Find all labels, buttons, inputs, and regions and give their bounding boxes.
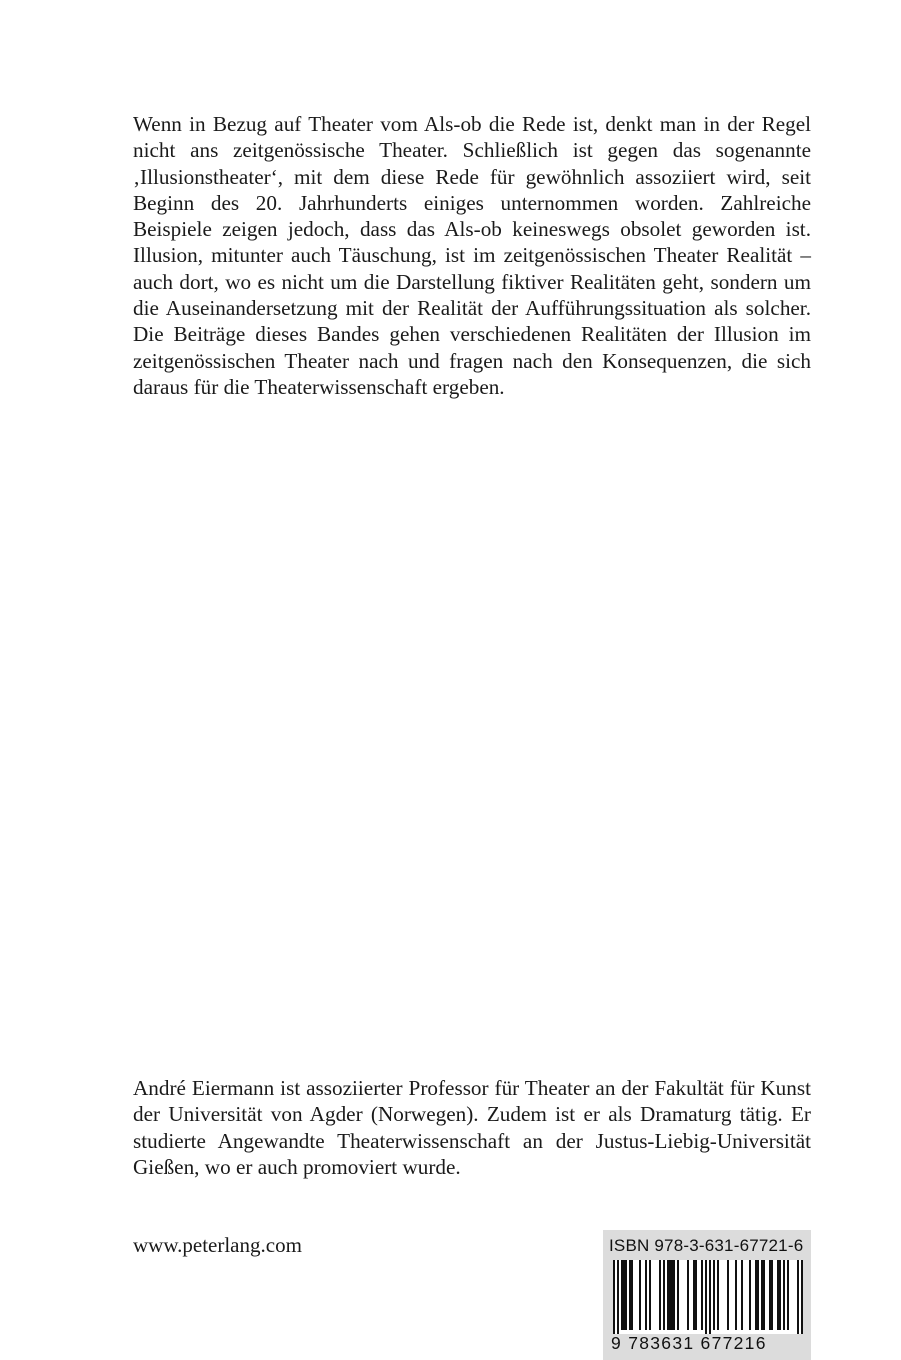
barcode-bar [801,1260,803,1334]
barcode-bar [623,1260,625,1330]
barcode-bar [727,1260,729,1330]
barcode-bar [613,1260,615,1334]
barcode-bar [705,1260,707,1334]
barcode-bar [621,1260,623,1330]
barcode-bar [639,1260,641,1330]
barcode-bar [713,1260,715,1330]
barcode-bar [649,1260,651,1330]
barcode-bar [629,1260,631,1330]
barcode-bar [617,1260,619,1334]
barcode-bar [693,1260,695,1330]
barcode-bar [797,1260,799,1334]
barcode-bar [761,1260,763,1330]
barcode-graphic [613,1260,803,1334]
barcode-digits: 9 783631 677216 [611,1333,767,1353]
barcode-bar [709,1260,711,1334]
barcode-bar [625,1260,627,1330]
barcode-bar [673,1260,675,1330]
barcode-bar [787,1260,789,1330]
barcode-bar [645,1260,647,1330]
barcode-bar [757,1260,759,1330]
barcode-bar [779,1260,781,1330]
barcode-bar [631,1260,633,1330]
isbn-label: ISBN 978-3-631-67721-6 [609,1236,804,1255]
author-biography: André Eiermann ist assoziierter Professor für Theater an der Fakultät für Kunst der Universität von Agder (Norwegen). Zudem ist er als Dramaturg tätig. Er studierte Angewandte Theaterwissenschaft an der Justus-Liebig-Universität Gießen, wo er auch promoviert wurde. [133,1076,811,1179]
barcode-bar [749,1260,751,1330]
barcode-bar [663,1260,665,1330]
barcode-bar [701,1260,703,1330]
barcode-bar [687,1260,689,1330]
barcode [613,1260,803,1334]
barcode-bar [735,1260,737,1330]
barcode-bar [755,1260,757,1330]
isbn-barcode-panel [603,1230,811,1360]
barcode-bar [659,1260,661,1330]
publisher-website: www.peterlang.com [133,1233,302,1257]
barcode-bar [677,1260,679,1330]
barcode-bar [769,1260,771,1330]
barcode-bar [669,1260,671,1330]
barcode-bar [667,1260,669,1330]
book-description: Wenn in Bezug auf Theater vom Als-ob die Rede ist, denkt man in der Regel nicht ans zeitgenössische Theater. Schließlich ist gegen das sogenannte ‚Illusionstheater‘, mit dem diese Rede für gewöhnlich assoziiert wird, seit Beginn des 20. Jahrhunderts einiges unternommen worden. Zahlreiche Beispiele zeigen jedoch, dass das Als-ob keineswegs obsolet geworden ist. Illusion, mitunter auch Täuschung, ist im zeitgenössischen Theater Realität – auch dort, wo es nicht um die Darstellung fiktiver Realitäten geht, sondern um die Auseinandersetzung mit der Realität der Aufführungssituation als solcher. Die Beiträge dieses Bandes gehen verschiedenen Realitäten der Illusion im zeitgenössischen Theater nach und fragen nach den Konsequenzen, die sich daraus für die Theaterwissenschaft ergeben. [133,112,811,399]
barcode-bar [695,1260,697,1330]
barcode-bar [777,1260,779,1330]
barcode-bar [763,1260,765,1330]
barcode-bar [783,1260,785,1330]
barcode-bar [771,1260,773,1330]
barcode-bar [717,1260,719,1330]
barcode-bar [671,1260,673,1330]
barcode-bar [741,1260,743,1330]
